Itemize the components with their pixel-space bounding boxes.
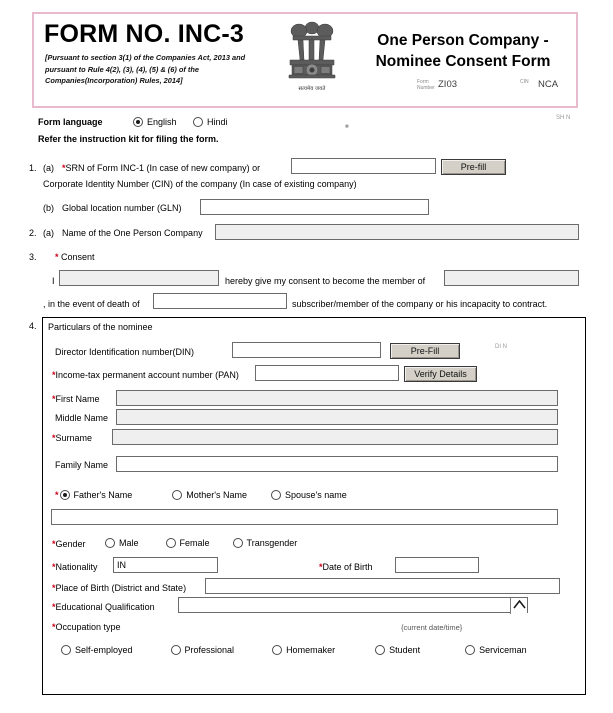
form-code-row <box>352 76 574 102</box>
opc-name-input-wrapper[interactable] <box>215 224 579 240</box>
family-name-label: Family Name <box>55 460 109 470</box>
form-subject-line-1: One Person Company - <box>377 32 549 49</box>
education-dropdown[interactable] <box>178 597 528 613</box>
section-1a-label <box>62 163 260 173</box>
radio-label-transgender: Transgender <box>246 538 298 548</box>
section-1a-marker: (a) <box>43 163 54 173</box>
cin-label: CIN <box>520 79 529 85</box>
occupation-label-wrapper <box>52 622 121 632</box>
occupation-radio-group[interactable] <box>61 645 541 655</box>
prefill-srn-button[interactable]: Pre-fill <box>441 159 506 175</box>
required-asterisk-pob: * <box>52 583 56 593</box>
parentage-radio-group[interactable] <box>55 490 361 500</box>
form-number-value: ZI03 <box>438 79 458 90</box>
consent-company-input-wrapper[interactable] <box>444 270 579 286</box>
parentage-name-input-wrapper[interactable] <box>51 509 558 525</box>
radio-occupation-self-employed[interactable] <box>61 645 133 655</box>
radio-occupation-serviceman[interactable] <box>465 645 527 655</box>
cin-value: NCA <box>538 79 559 90</box>
section-1a-label-line2: Corporate Identity Number (CIN) of the company (In case of existing company) <box>43 179 357 189</box>
radio-dot-english[interactable] <box>133 117 143 127</box>
dob-input[interactable] <box>396 558 478 572</box>
middle-name-label: Middle Name <box>55 413 109 423</box>
consent-deceased-input-wrapper[interactable] <box>153 293 287 309</box>
radio-fathers-name[interactable] <box>60 490 133 500</box>
radio-dot-serviceman[interactable] <box>465 645 475 655</box>
form-subject-title <box>352 30 574 72</box>
first-name-label: First Name <box>55 394 100 404</box>
radio-gender-female[interactable] <box>166 538 210 548</box>
first-name-input[interactable] <box>117 391 557 405</box>
section-2a-marker: (a) <box>43 228 54 238</box>
nationality-label: Nationality <box>55 562 98 572</box>
form-subject-line-2: Nominee Consent Form <box>375 53 551 70</box>
surname-label-wrapper <box>52 433 92 443</box>
nationality-label-wrapper <box>52 562 98 572</box>
radio-dot-student[interactable] <box>375 645 385 655</box>
header-corner-mark: SH N <box>556 115 571 121</box>
first-name-input-wrapper[interactable] <box>116 390 558 406</box>
form-header-banner <box>32 12 578 108</box>
section-1b-label: Global location number (GLN) <box>62 203 182 213</box>
radio-dot-mothers-name[interactable] <box>172 490 182 500</box>
radio-dot-male[interactable] <box>105 538 115 548</box>
opc-name-input[interactable] <box>216 225 578 239</box>
page-title: FORM NO. INC-3 <box>44 20 245 48</box>
radio-label-fathers-name: Father's Name <box>73 490 133 500</box>
consent-name-input-wrapper[interactable] <box>59 270 219 286</box>
radio-label-hindi: Hindi <box>207 117 228 127</box>
required-asterisk-dob: * <box>319 562 323 572</box>
consent-company-input[interactable] <box>445 271 578 285</box>
stray-mark: ■ <box>345 124 349 130</box>
middle-name-input[interactable] <box>117 410 557 424</box>
nationality-input[interactable] <box>114 558 217 572</box>
education-label: Educational Qualification <box>55 602 155 612</box>
required-asterisk-education: * <box>52 602 56 612</box>
pan-label-wrapper <box>52 370 239 380</box>
radio-label-homemaker: Homemaker <box>286 645 336 655</box>
pan-label: Income-tax permanent account number (PAN) <box>55 370 239 380</box>
radio-language-english[interactable] <box>133 117 177 127</box>
verify-details-button[interactable]: Verify Details <box>404 366 477 382</box>
family-name-input[interactable] <box>117 457 557 471</box>
required-asterisk-first-name: * <box>52 394 56 404</box>
radio-dot-self-employed[interactable] <box>61 645 71 655</box>
din-side-note: DI N <box>495 344 507 350</box>
radio-label-english: English <box>147 117 177 127</box>
dob-label-wrapper <box>319 562 373 572</box>
national-emblem-of-india-icon <box>282 19 342 105</box>
required-asterisk-occupation: * <box>52 622 56 632</box>
srn-cin-input[interactable] <box>292 159 435 173</box>
required-asterisk-consent: * <box>55 252 59 262</box>
emblem-motto: सत्यमेव जयते <box>298 86 326 92</box>
required-asterisk-surname: * <box>52 433 56 443</box>
section-2-label: Name of the One Person Company <box>62 228 203 238</box>
consent-text-tail: subscriber/member of the company or his incapacity to contract. <box>292 299 548 309</box>
form-number-label: Form Number <box>417 79 435 91</box>
place-of-birth-label-wrapper <box>52 583 186 593</box>
consent-text-middle: hereby give my consent to become the member of <box>225 276 426 286</box>
gln-input-wrapper[interactable] <box>200 199 429 215</box>
radio-label-serviceman: Serviceman <box>479 645 527 655</box>
nominee-particulars-panel <box>42 317 586 695</box>
din-input-wrapper[interactable] <box>232 342 381 358</box>
din-label: Director Identification number(DIN) <box>55 347 195 357</box>
radio-dot-homemaker[interactable] <box>272 645 282 655</box>
radio-occupation-professional[interactable] <box>171 645 235 655</box>
surname-label: Surname <box>55 433 93 443</box>
radio-label-female: Female <box>179 538 210 548</box>
consent-deceased-input[interactable] <box>154 294 286 308</box>
pan-input-wrapper[interactable] <box>255 365 399 381</box>
required-asterisk-srn: * <box>62 163 66 173</box>
section-3-label-text: Consent <box>61 252 95 262</box>
required-asterisk-pan: * <box>52 370 56 380</box>
education-label-wrapper <box>52 602 155 612</box>
chevron-up-icon[interactable] <box>510 598 527 614</box>
section-2-number: 2. <box>29 228 37 238</box>
radio-dot-spouses-name[interactable] <box>271 490 281 500</box>
radio-gender-transgender[interactable] <box>233 538 298 548</box>
radio-dot-professional[interactable] <box>171 645 181 655</box>
nationality-input-wrapper[interactable] <box>113 557 218 573</box>
gender-radio-group[interactable] <box>105 538 311 548</box>
section-4-number: 4. <box>29 321 37 331</box>
radio-label-student: Student <box>389 645 421 655</box>
current-datetime-note: {current date/time} <box>401 623 463 632</box>
first-name-label-wrapper <box>52 394 100 404</box>
place-of-birth-input[interactable] <box>206 579 559 593</box>
section-3-label <box>55 252 95 262</box>
parentage-name-input[interactable] <box>52 510 557 524</box>
radio-label-mothers-name: Mother's Name <box>186 490 248 500</box>
place-of-birth-label: Place of Birth (District and State) <box>55 583 187 593</box>
radio-label-self-employed: Self-employed <box>75 645 133 655</box>
education-input[interactable] <box>179 598 511 612</box>
section-1a-label-text: SRN of Form INC-1 (In case of new company) or <box>65 163 261 173</box>
consent-text-event: , in the event of death of <box>43 299 140 309</box>
form-language-radio-group[interactable] <box>133 117 242 127</box>
form-language-label: Form language <box>38 117 103 127</box>
place-of-birth-input-wrapper[interactable] <box>205 578 560 594</box>
section-1-number: 1. <box>29 163 37 173</box>
radio-mothers-name[interactable] <box>172 490 247 500</box>
din-input[interactable] <box>233 343 380 357</box>
radio-label-professional: Professional <box>184 645 235 655</box>
section-1b-marker: (b) <box>43 203 54 213</box>
dob-input-wrapper[interactable] <box>395 557 479 573</box>
section-3-number: 3. <box>29 252 37 262</box>
radio-dot-fathers-name[interactable] <box>60 490 70 500</box>
radio-gender-male[interactable] <box>105 538 139 548</box>
nominee-panel-title: Particulars of the nominee <box>48 322 153 332</box>
radio-spouses-name[interactable] <box>271 490 347 500</box>
radio-label-spouses-name: Spouse's name <box>285 490 347 500</box>
gender-label: Gender <box>55 539 86 549</box>
radio-occupation-student[interactable] <box>375 645 420 655</box>
required-asterisk-gender: * <box>52 539 56 549</box>
srn-cin-input-wrapper[interactable] <box>291 158 436 174</box>
pursuant-note: [Pursuant to section 3(1) of the Companies Act, 2013 and pursuant to Rule 4(2), (3), (4), (5) & (6) of the Companies(Incorporation) Rules, 2014] <box>45 53 246 85</box>
radio-dot-transgender[interactable] <box>233 538 243 548</box>
surname-input[interactable] <box>113 430 557 444</box>
required-asterisk-nationality: * <box>52 562 56 572</box>
dob-label: Date of Birth <box>322 562 373 572</box>
required-asterisk-parentage: * <box>55 490 59 500</box>
pan-input[interactable] <box>256 366 398 380</box>
middle-name-input-wrapper[interactable] <box>116 409 558 425</box>
radio-dot-female[interactable] <box>166 538 176 548</box>
prefill-din-button[interactable]: Pre-Fill <box>390 343 460 359</box>
radio-label-male: Male <box>119 538 139 548</box>
family-name-input-wrapper[interactable] <box>116 456 558 472</box>
occupation-label: Occupation type <box>55 622 121 632</box>
consent-text-i: I <box>52 276 55 286</box>
gln-input[interactable] <box>201 200 428 214</box>
radio-occupation-homemaker[interactable] <box>272 645 335 655</box>
radio-dot-hindi[interactable] <box>193 117 203 127</box>
instruction-kit-note: Refer the instruction kit for filing the form. <box>38 134 219 144</box>
consent-name-input[interactable] <box>60 271 218 285</box>
radio-language-hindi[interactable] <box>193 117 228 127</box>
surname-input-wrapper[interactable] <box>112 429 558 445</box>
gender-label-wrapper <box>52 539 86 549</box>
